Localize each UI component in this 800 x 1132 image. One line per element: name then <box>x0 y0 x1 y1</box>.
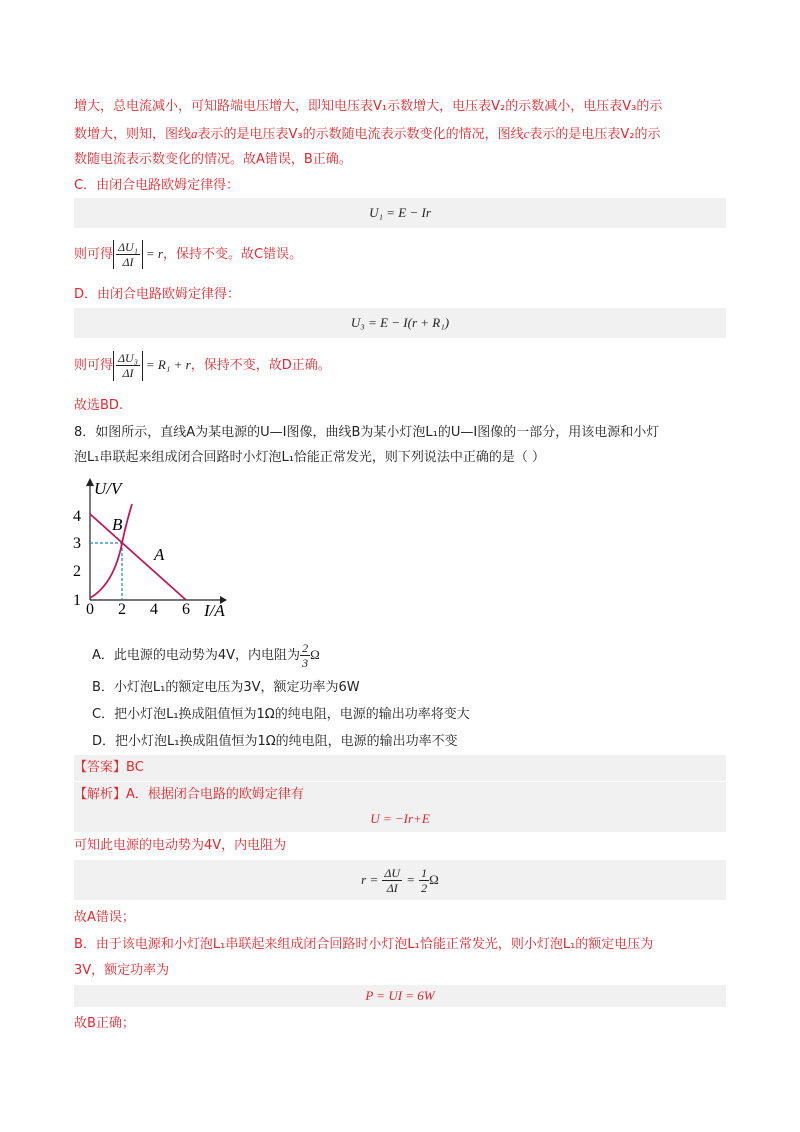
option-a <box>92 640 320 671</box>
unit: Ω <box>429 872 439 887</box>
text-segment: ，保持不变。故C错误。 <box>163 247 303 262</box>
fraction <box>382 866 402 895</box>
x-tick-4: 4 <box>150 601 158 618</box>
frac-num: 2 <box>302 641 309 655</box>
option-c-label: C．由闭合电路欧姆定律得： <box>74 178 240 193</box>
eq-lhs: r = <box>361 872 379 887</box>
text-segment: 则可得 <box>74 358 114 373</box>
var-c: c <box>523 126 530 141</box>
line-a-label: A <box>154 545 165 564</box>
analysis-tag: 【解析】 <box>74 787 127 802</box>
y-tick-4: 4 <box>73 508 81 525</box>
frac-num: ΔU <box>384 866 401 880</box>
b-line-1: B．由于该电源和小灯泡L₁串联起来组成闭合回路时小灯泡L₁恰能正常发光，则小灯泡L₁的额定电压为 <box>74 937 654 952</box>
answer-box <box>74 755 726 781</box>
frac-num: ΔU₃ <box>118 350 138 365</box>
x-tick-6: 6 <box>182 601 190 618</box>
x-axis-label: I/A <box>204 601 225 620</box>
eq-mid: = <box>406 872 416 887</box>
curve-b <box>90 504 132 598</box>
analysis-a-line-2: 可知此电源的电动势为4V，内电阻为 <box>74 838 287 853</box>
text-segment: ，保持不变，故D正确。 <box>190 358 331 373</box>
choice-line: 故选BD. <box>74 398 124 413</box>
question-stem-1: 8．如图所示，直线A为某电源的U—I图像，曲线B为某小灯泡L₁的U—I图像的一部分，用该电源和小灯 <box>74 425 660 440</box>
answer-line <box>74 758 144 778</box>
equation-c: U₁ = E − Ir <box>369 205 431 220</box>
option-d-conclusion <box>74 350 331 381</box>
fraction <box>419 866 429 895</box>
option-b: B．小灯泡L₁的额定电压为3V，额定功率为6W <box>92 680 360 695</box>
y-axis-arrow <box>86 478 94 486</box>
x-tick-0: 0 <box>86 601 94 618</box>
curve-b-label: B <box>112 515 123 534</box>
text-segment: 表示的是电压表V₂的示 <box>529 127 661 142</box>
answer-value: BC <box>126 760 144 775</box>
frac-den: ΔI <box>386 881 398 895</box>
option-c-conclusion <box>74 240 302 269</box>
eq-rhs: = r <box>145 246 163 261</box>
option-c: C．把小灯泡L₁换成阻值恒为1Ω的纯电阻，电源的输出功率将变大 <box>92 707 470 722</box>
frac-den: ΔI <box>122 255 134 269</box>
analysis-a-line <box>74 785 304 805</box>
y-tick-1: 1 <box>73 592 81 609</box>
fraction <box>300 641 310 670</box>
abs-fraction <box>113 351 143 381</box>
text-segment: A．根据闭合电路的欧姆定律有 <box>126 787 304 802</box>
equation-3: P = UI = 6W <box>365 988 435 1003</box>
frac-den: 2 <box>421 881 428 895</box>
abs-fraction <box>113 240 143 269</box>
b-right-line: 故B正确； <box>74 1016 135 1031</box>
frac-den: 3 <box>302 656 309 670</box>
x-tick-2: 2 <box>118 601 126 618</box>
answer-tag: 【答案】 <box>74 760 127 775</box>
frac-num: ΔU₁ <box>118 240 138 254</box>
text-segment: 数增大，则知，图线 <box>74 127 192 142</box>
b-line-2: 3V，额定功率为 <box>74 963 170 978</box>
y-axis-label: U/V <box>94 479 122 498</box>
question-stem-2: 泡L₁串联起来组成闭合回路时小灯泡L₁恰能正常发光，则下列说法中正确的是（ ） <box>74 450 546 465</box>
ui-graph <box>70 474 240 620</box>
frac-den: ΔI <box>122 365 134 380</box>
equation-d: U₃ = E − I(r + R₁) <box>350 315 450 330</box>
frac-num: 1 <box>421 866 428 880</box>
text-segment: 则可得 <box>74 247 114 262</box>
equation-1: U = −Ir+E <box>370 811 430 826</box>
option-d-label: D．由闭合电路欧姆定律得： <box>74 287 241 302</box>
equation-2 <box>74 864 726 897</box>
a-wrong-line: 故A错误； <box>74 910 135 925</box>
y-tick-3: 3 <box>73 535 81 552</box>
analysis-line-1: 增大，总电流减小，可知路端电压增大，即知电压表V₁示数增大，电压表V₂的示数减小，电压表V₃的示 <box>74 99 663 114</box>
var-a: a <box>191 126 198 141</box>
eq-rhs: = R₁ + r <box>145 357 191 372</box>
analysis-line-3: 数随电流表示数变化的情况。故A错误，B正确。 <box>74 152 352 167</box>
option-d: D．把小灯泡L₁换成阻值恒为1Ω的纯电阻，电源的输出功率不变 <box>92 734 458 749</box>
analysis-line-2 <box>74 124 661 145</box>
text-segment: A．此电源的电动势为4V，内电阻为 <box>92 648 301 663</box>
y-tick-2: 2 <box>73 563 81 580</box>
line-a <box>90 514 186 600</box>
text-segment: 表示的是电压表V₃的示数随电流表示数变化的情况，图线 <box>197 127 524 142</box>
unit: Ω <box>310 647 320 662</box>
